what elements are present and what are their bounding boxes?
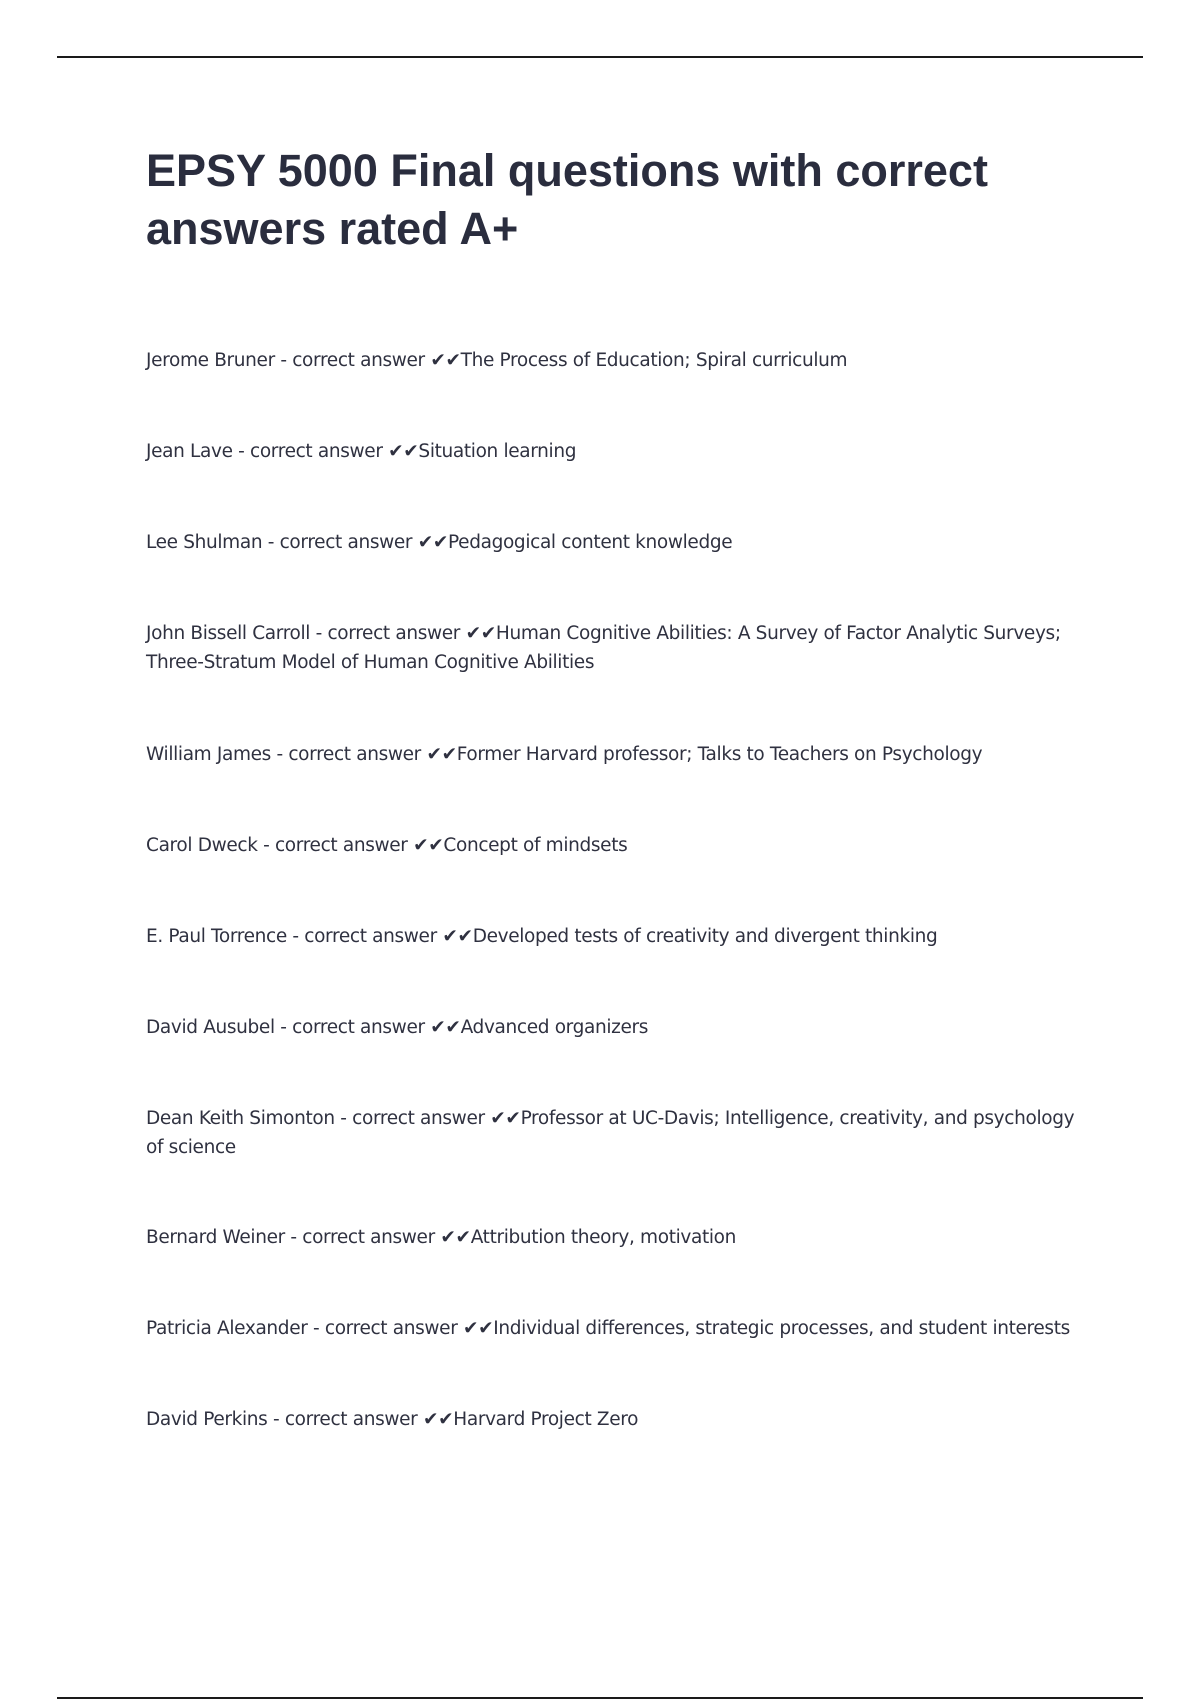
qa-marker: correct answer xyxy=(327,623,461,644)
qa-marker: correct answer xyxy=(274,835,408,856)
qa-marker: correct answer xyxy=(292,1017,425,1038)
check-icon: ✔✔ xyxy=(440,1227,471,1248)
qa-item xyxy=(146,831,1086,860)
qa-marker: correct answer xyxy=(352,1108,485,1129)
qa-term: Jerome Bruner xyxy=(146,350,275,371)
qa-answer: Harvard Project Zero xyxy=(453,1409,639,1430)
qa-item xyxy=(146,1223,1086,1252)
qa-separator: - xyxy=(274,350,293,371)
qa-separator: - xyxy=(307,1318,325,1339)
qa-item xyxy=(146,740,1086,769)
qa-term: David Ausubel xyxy=(146,1017,275,1038)
qa-answer: Individual differences, strategic processes, and student interests xyxy=(493,1318,1070,1339)
qa-term: E. Paul Torrence xyxy=(146,926,287,947)
check-icon: ✔✔ xyxy=(462,1318,494,1339)
qa-item xyxy=(146,922,1086,951)
qa-item xyxy=(146,1405,1086,1434)
qa-item xyxy=(146,1314,1086,1343)
qa-answer: Advanced organizers xyxy=(460,1017,649,1038)
document-title: EPSY 5000 Final questions with correct answers rated A+ xyxy=(146,145,988,254)
qa-answer: Attribution theory, motivation xyxy=(470,1227,737,1248)
qa-term: David Perkins xyxy=(146,1409,268,1430)
qa-item xyxy=(146,528,1086,557)
top-rule xyxy=(57,56,1143,58)
qa-marker: correct answer xyxy=(288,744,421,765)
qa-separator: - xyxy=(262,532,280,553)
qa-answer: Former Harvard professor; Talks to Teachers on Psychology xyxy=(456,744,983,765)
qa-answer: Concept of mindsets xyxy=(443,835,628,856)
qa-answer: Situation learning xyxy=(418,441,577,462)
qa-term: Dean Keith Simonton xyxy=(146,1108,335,1129)
qa-answer: Pedagogical content knowledge xyxy=(448,532,733,553)
qa-separator: - xyxy=(232,441,250,462)
qa-marker: correct answer xyxy=(279,532,413,553)
qa-marker: correct answer xyxy=(304,926,437,947)
qa-separator: - xyxy=(334,1108,353,1129)
qa-item xyxy=(146,346,1086,375)
qa-separator: - xyxy=(270,744,289,765)
check-icon: ✔✔ xyxy=(388,441,419,462)
qa-separator: - xyxy=(284,1227,303,1248)
qa-answer: The Process of Education; Spiral curriculum xyxy=(460,350,848,371)
qa-separator: - xyxy=(286,926,305,947)
qa-marker: correct answer xyxy=(302,1227,435,1248)
check-icon: ✔✔ xyxy=(490,1108,521,1129)
qa-term: Carol Dweck xyxy=(146,835,258,856)
qa-separator: - xyxy=(267,1409,285,1430)
qa-term: Bernard Weiner xyxy=(146,1227,285,1248)
qa-answer: Developed tests of creativity and divergent thinking xyxy=(472,926,938,947)
check-icon: ✔✔ xyxy=(465,623,496,644)
qa-answer: Human Cognitive Abilities: A Survey of Factor Analytic Surveys; Three-Stratum Model of Human Cognitive Abilities xyxy=(146,623,1061,673)
qa-separator: - xyxy=(274,1017,293,1038)
qa-item xyxy=(146,619,1086,677)
check-icon: ✔✔ xyxy=(426,744,457,765)
qa-term: John Bissell Carroll xyxy=(146,623,311,644)
check-icon: ✔✔ xyxy=(430,350,461,371)
qa-marker: correct answer xyxy=(292,350,425,371)
qa-marker: correct answer xyxy=(284,1409,418,1430)
qa-separator: - xyxy=(257,835,275,856)
qa-term: William James xyxy=(146,744,271,765)
qa-term: Lee Shulman xyxy=(146,532,263,553)
check-icon: ✔✔ xyxy=(430,1017,461,1038)
qa-separator: - xyxy=(310,623,328,644)
qa-marker: correct answer xyxy=(324,1318,458,1339)
qa-item xyxy=(146,1104,1086,1162)
check-icon: ✔✔ xyxy=(442,926,473,947)
check-icon: ✔✔ xyxy=(417,532,449,553)
qa-term: Jean Lave xyxy=(146,441,233,462)
qa-term: Patricia Alexander xyxy=(146,1318,308,1339)
qa-marker: correct answer xyxy=(250,441,383,462)
qa-answer: Professor at UC-Davis; Intelligence, creativity, and psychology of science xyxy=(146,1108,1075,1158)
check-icon: ✔✔ xyxy=(413,835,444,856)
check-icon: ✔✔ xyxy=(422,1409,454,1430)
bottom-rule xyxy=(57,1697,1143,1699)
qa-item xyxy=(146,1013,1086,1042)
qa-item xyxy=(146,437,1086,466)
